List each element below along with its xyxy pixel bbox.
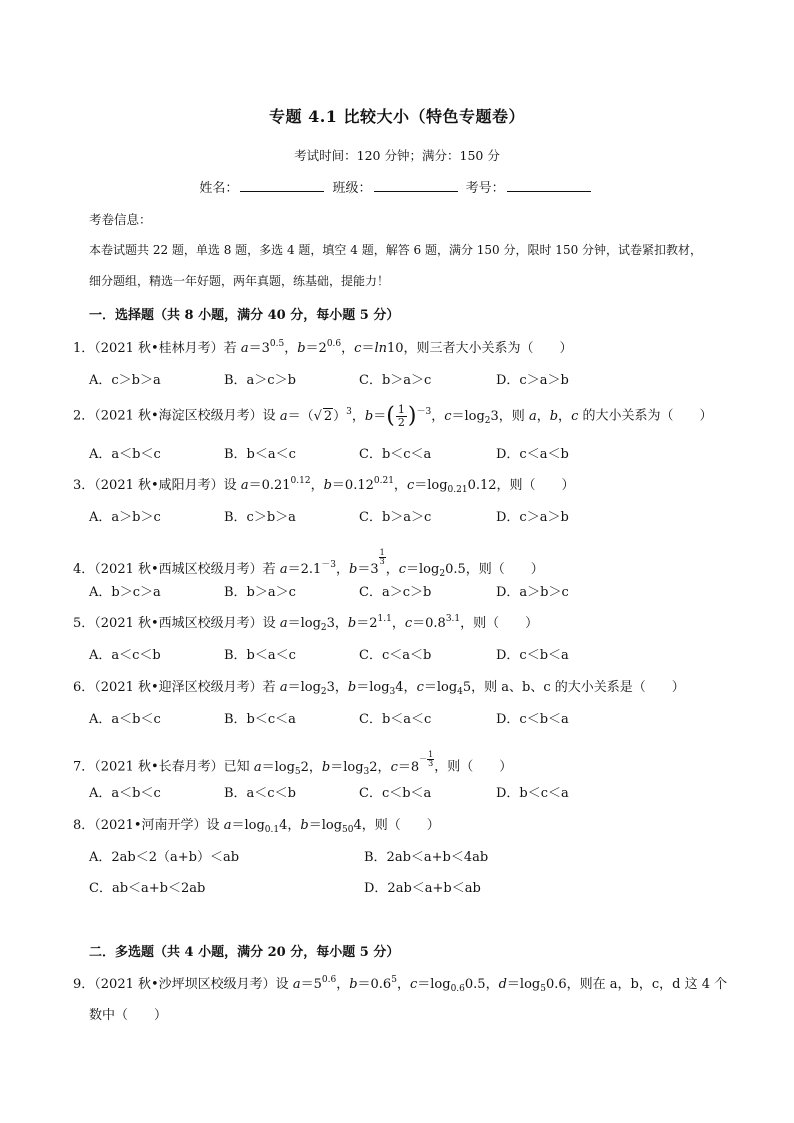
question-8	[73, 814, 440, 833]
question-number: 3．	[73, 478, 95, 493]
option-c[interactable]: C．ab＜a+b＜2ab	[89, 881, 206, 896]
option-a[interactable]: A．b＞c＞a	[89, 585, 161, 600]
question-source: （2021 秋•西城区校级月考）	[94, 616, 263, 631]
question-math: $a=5^{0.6}$，$b=0.6^5$，$c=\log_{0.6}0.5$，$d=\log_50.6$	[292, 975, 567, 994]
question-stem: 设	[223, 478, 241, 493]
question-math: a＝（√ 2）$^3$，b＝( $\frac{1}{2}$ )$^{-3}$，$c=\log_23$，则 a，b，c	[279, 403, 579, 429]
question-source: （2021 秋•沙坪坝区校级月考）	[94, 977, 276, 992]
exam-info-heading: 考卷信息：	[89, 212, 152, 227]
question-stem: 若	[223, 341, 241, 356]
question-math: $a=\log_{0.1}4$，$b=\log_{50}4$	[223, 818, 362, 835]
question-6	[73, 676, 685, 695]
option-b[interactable]: B．a＞c＞b	[224, 373, 296, 388]
question-tail: ，则（ ）	[496, 478, 575, 493]
question-math: $a=\log_52$，$b=\log_32$，c＝8－ $\frac{1}{3}$	[253, 750, 434, 777]
option-c[interactable]: C．b＞a＞c	[359, 510, 432, 525]
question-1	[73, 337, 573, 356]
option-a[interactable]: A．a＜c＜b	[89, 648, 161, 663]
exam-number-blank[interactable]	[507, 179, 591, 192]
question-9	[73, 973, 727, 992]
class-label: 班级：	[332, 181, 372, 196]
option-c[interactable]: C．b＜c＜a	[359, 447, 432, 462]
option-b[interactable]: B．b＜a＜c	[224, 447, 296, 462]
option-c[interactable]: C．c＜b＜a	[359, 786, 432, 801]
option-d[interactable]: D．2ab＜a+b＜ab	[364, 881, 481, 896]
question-number: 1．	[73, 341, 95, 356]
question-number: 9．	[73, 977, 95, 992]
option-d[interactable]: D．c＞a＞b	[496, 510, 569, 525]
section-heading-multiple-choice: 二．多选题（共 4 小题，满分 20 分，每小题 5 分）	[89, 945, 400, 960]
question-stem: 设	[262, 616, 280, 631]
option-c[interactable]: C．c＜a＜b	[359, 648, 432, 663]
question-number: 7．	[73, 759, 95, 775]
question-tail: ，则三者大小关系为（ ）	[403, 341, 573, 356]
question-number: 6．	[73, 680, 95, 695]
page-title: 专题 4.1 比较大小（特色专题卷）	[269, 107, 525, 126]
question-5	[73, 612, 538, 631]
question-tail: ，则（ ）	[465, 562, 544, 577]
option-b[interactable]: B．b＜c＜a	[224, 712, 296, 727]
option-c[interactable]: C．b＞a＞c	[359, 373, 432, 388]
student-fields	[0, 177, 794, 196]
option-d[interactable]: D．c＜a＜b	[496, 447, 569, 462]
option-a[interactable]: A．a＜b＜c	[89, 786, 161, 801]
question-source: （2021 秋•长春月考）	[94, 759, 224, 775]
exam-info-line-2: 细分题组，精选一年好题，两年真题，练基础，提能力！	[89, 274, 390, 288]
question-3	[73, 474, 575, 493]
option-b[interactable]: B．b＞a＞c	[224, 585, 296, 600]
name-label: 姓名：	[199, 181, 239, 196]
option-a[interactable]: A．a＜b＜c	[89, 712, 161, 727]
option-c[interactable]: C．a＞c＞b	[359, 585, 432, 600]
question-7	[73, 751, 512, 775]
exam-time-info: 考试时间：120 分钟；满分：150 分	[294, 148, 500, 163]
question-math: $a=\log_23$，$b=2^{1.1}$，$c=0.8^{3.1}$	[279, 614, 461, 633]
question-stem: 若	[262, 562, 280, 577]
exam-number-label: 考号：	[465, 181, 505, 196]
question-tail: ，则（ ）	[361, 818, 440, 833]
option-b[interactable]: B．b＜a＜c	[224, 648, 296, 663]
question-source: （2021 秋•桂林月考）	[94, 341, 224, 356]
option-d[interactable]: D．c＞a＞b	[496, 373, 569, 388]
exam-info-line-1: 本卷试题共 22 题，单选 8 题，多选 4 题，填空 4 题，解答 6 题，满分 150 分，限时 150 分钟，试卷紧扣教材，	[89, 243, 703, 257]
question-math: $a=0.21^{0.12}$，$b=0.12^{0.21}$，$c=\log_{0.21}0.12$	[240, 476, 497, 495]
question-4	[73, 549, 544, 577]
question-tail: ，则（ ）	[434, 759, 513, 775]
question-number: 2．	[73, 408, 95, 424]
question-tail: 的大小关系为（ ）	[582, 408, 713, 424]
name-blank[interactable]	[240, 179, 324, 192]
option-b[interactable]: B．a＜c＜b	[224, 786, 296, 801]
question-math: $a=3^{0.5}$，$b=2^{0.6}$，c＝ln10	[240, 339, 404, 356]
option-a[interactable]: A．a＞b＞c	[89, 510, 161, 525]
question-stem: 设	[206, 818, 224, 833]
question-math: $a=2.1^{-3}$，b＝3 $\frac{1}{3}$ ，$c=\log_20.5$	[279, 548, 466, 579]
question-source: （2021 秋•海淀区校级月考）	[94, 408, 263, 424]
question-stem: 设	[262, 408, 280, 424]
section-heading-single-choice: 一．选择题（共 8 小题，满分 40 分，每小题 5 分）	[89, 308, 400, 323]
question-source: （2021•河南开学）	[94, 818, 207, 833]
question-source: （2021 秋•西城区校级月考）	[94, 562, 263, 577]
option-d[interactable]: D．b＜c＜a	[496, 786, 569, 801]
question-math: $a=\log_23$，$b=\log_34$，$c=\log_45$	[279, 680, 472, 697]
question-stem: 设	[275, 977, 293, 992]
question-stem: 若	[262, 680, 280, 695]
option-c[interactable]: C．b＜a＜c	[359, 712, 432, 727]
question-tail: ，则（ ）	[460, 616, 539, 631]
question-9-continuation: 数中（ ）	[89, 1008, 168, 1023]
option-d[interactable]: D．c＜b＜a	[496, 712, 569, 727]
option-b[interactable]: B．2ab＜a+b＜4ab	[364, 850, 489, 865]
option-a[interactable]: A．a＜b＜c	[89, 447, 161, 462]
option-a[interactable]: A．2ab＜2（a+b）＜ab	[89, 850, 240, 865]
question-stem: 已知	[223, 759, 254, 775]
question-2	[73, 404, 713, 428]
question-source: （2021 秋•咸阳月考）	[94, 478, 224, 493]
option-d[interactable]: D．a＞b＞c	[496, 585, 569, 600]
question-tail: ，则在 a，b，c，d 这 4 个	[566, 977, 728, 992]
class-blank[interactable]	[374, 179, 458, 192]
question-number: 4．	[73, 562, 95, 577]
question-number: 8．	[73, 818, 95, 833]
question-source: （2021 秋•迎泽区校级月考）	[94, 680, 263, 695]
question-tail: ，则 a、b、c 的大小关系是（ ）	[471, 680, 685, 695]
option-a[interactable]: A．c＞b＞a	[89, 373, 161, 388]
question-number: 5．	[73, 616, 95, 631]
option-b[interactable]: B．c＞b＞a	[224, 510, 296, 525]
option-d[interactable]: D．c＜b＜a	[496, 648, 569, 663]
